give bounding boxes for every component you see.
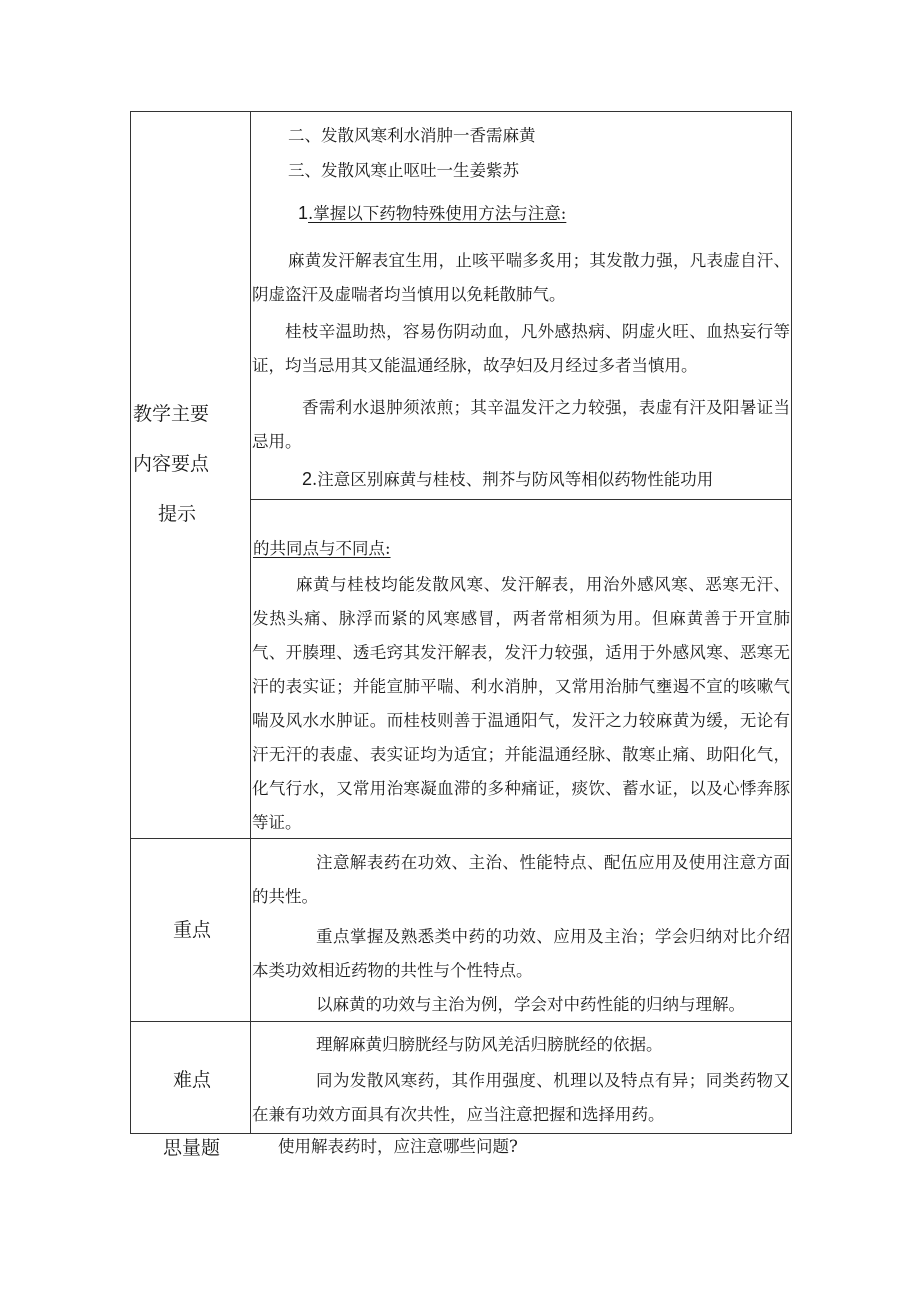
item-2: 二、发散风寒利水消肿一香需麻黄: [288, 126, 536, 145]
table-border-right: [791, 111, 792, 1134]
difficulties-label: 难点: [173, 1069, 212, 1091]
point-2-heading: [302, 468, 713, 491]
reflection-label: 思量题: [163, 1137, 221, 1159]
point-2-number: 2: [302, 469, 313, 489]
mahuang-note: 麻黄发汗解表宜生用，止咳平喘多炙用；其发散力强，凡表虚自汗、阴虚盗汗及虚喘者均当慎用以免耗散肺气。: [252, 251, 790, 304]
difficulty-1: 理解麻黄归膀胱经与防风羌活归膀胱经的依据。: [316, 1035, 663, 1054]
point-1-heading: [298, 202, 566, 225]
key-point-3: 以麻黄的功效与主治为例，学会对中药性能的归纳与理解。: [316, 995, 745, 1014]
compare-heading: 的共同点与不同点:: [253, 539, 391, 558]
key-point-2: 重点掌握及熟悉类中药的功效、应用及主治；学会归纳对比介绍本类功效相近药物的共性与个性特点。: [252, 927, 790, 980]
item-3: 三、发散风寒止呕吐一生姜紫苏: [288, 161, 519, 180]
xiangru-note: 香需利水退肿须浓煎；其辛温发汗之力较强，表虚有汗及阳暑证当忌用。: [252, 398, 790, 451]
main-content-label-line1: 教学主要: [133, 403, 210, 425]
table-border-top: [130, 111, 792, 112]
main-content-label-line2: 内容要点: [133, 453, 210, 475]
guizhi-note: 桂枝辛温助热，容易伤阴动血，凡外感热病、阴虚火旺、血热妄行等证，均当忌用其又能温通经脉，故孕妇及月经过多者当慎用。: [252, 322, 790, 375]
main-content-label-line3: 提示: [158, 503, 197, 525]
compare-body: 麻黄与桂枝均能发散风寒、发汗解表，用治外感风寒、恶寒无汗、发热头痛、脉浮而紧的风寒感冒，两者常相须为用。但麻黄善于开宣肺气、开腠理、透毛窍其发汗解表，发汗力较强，适用于外感风寒、恶寒无汗的表实证；并能宣肺平喘、利水消肿，又常用治肺气壅遏不宣的咳嗽气喘及风水水肿证。而桂枝则善于温通阳气，发汗之力较麻黄为缓，无论有汗无汗的表虚、表实证均为适宜；并能温通经脉、散寒止痛、助阳化气，化气行水，又常用治寒凝血滞的多种痛证，痰饮、蓄水证，以及心悸奔豚等证。: [252, 575, 790, 832]
reflection-question: 使用解表药时，应注意哪些问题?: [278, 1137, 518, 1156]
difficulty-2: 同为发散风寒药，其作用强度、机理以及特点有异；同类药物又在兼有功效方面具有次共性，应当注意把握和选择用药。: [252, 1071, 790, 1124]
table-border-bottom: [130, 1133, 792, 1134]
key-points-label: 重点: [173, 919, 212, 941]
point-1-text: .掌握以下药物特殊使用方法与注意:: [308, 204, 567, 223]
content-row-divider: [250, 499, 792, 500]
point-2-text: .注意区别麻黄与桂枝、荆芥与防风等相似药物性能功用: [312, 470, 714, 489]
key-point-1: 注意解表药在功效、主治、性能特点、配伍应用及使用注意方面的共性。: [252, 853, 790, 906]
table-border-left: [130, 111, 131, 1134]
point-1-number: 1: [298, 203, 309, 223]
table-column-divider: [250, 111, 251, 1134]
